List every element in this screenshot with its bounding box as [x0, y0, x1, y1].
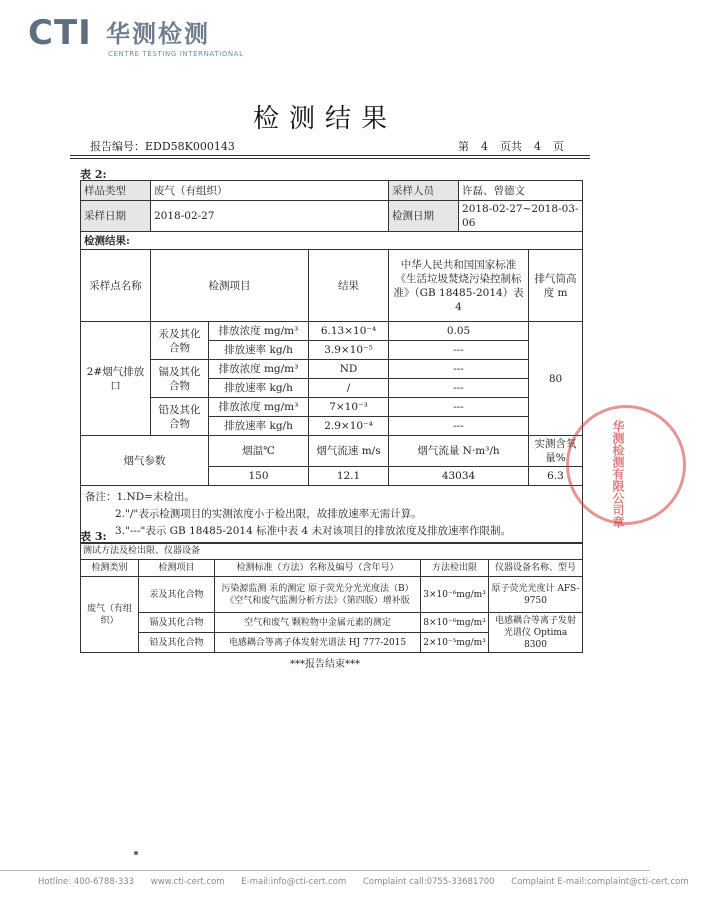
- test-date-label: 检测日期: [389, 201, 459, 232]
- flue-label: 烟气参数: [81, 436, 209, 486]
- logo-cn-name: 华测检测: [106, 20, 210, 48]
- result-cell: 3.9×10⁻⁵: [309, 341, 389, 360]
- report-number: 报告编号：EDD58K000143: [90, 140, 235, 153]
- footer-email[interactable]: E-mail:info@cti-cert.com: [241, 877, 347, 887]
- t3-item: 镉及其化合物: [139, 613, 215, 633]
- col-standard: 中华人民共和国国家标准《生活垃圾焚烧污染控制标准》（GB 18485-2014）表 4: [389, 250, 529, 322]
- flue-value: 150: [209, 467, 309, 486]
- flue-header: 烟气流量 N·m³/h: [389, 436, 529, 467]
- t3-method: 电感耦合等离子体发射光谱法 HJ 777-2015: [215, 633, 421, 653]
- logo-brand: CTI: [28, 13, 92, 53]
- t3-header: 检测项目: [139, 560, 215, 577]
- t3-item: 铅及其化合物: [139, 633, 215, 653]
- flue-value: 6.3: [529, 467, 583, 486]
- company-logo: [28, 14, 288, 64]
- scan-dot: [134, 851, 138, 855]
- footer-complaint-email[interactable]: Complaint E-mail:complaint@cti-cert.com: [511, 877, 689, 887]
- footer-hotline: Hotline: 400-6788-333: [38, 877, 135, 887]
- result-cell: 2.9×10⁻⁴: [309, 417, 389, 436]
- t3-header: 方法检出限: [421, 560, 489, 577]
- sample-date-value: 2018-02-27: [151, 201, 389, 232]
- page-indicator: 第 4 页共 4 页: [458, 140, 564, 153]
- flue-header: 烟气流速 m/s: [309, 436, 389, 467]
- company-seal: [566, 405, 686, 525]
- footer-complaint-call: Complaint call:0755-33681700: [362, 877, 495, 887]
- results-label: 检测结果:: [81, 232, 583, 250]
- t3-limit: 2×10⁻⁵mg/m³: [421, 633, 489, 653]
- t3-method: 污染源监测 汞的测定 原子荧光分光光度法（B）《空气和废气监测分析方法》（第四版）增补版: [215, 577, 421, 613]
- result-cell: ND: [309, 360, 389, 379]
- t3-item: 汞及其化合物: [139, 577, 215, 613]
- footer-rule: [0, 870, 650, 871]
- seal-text: 华测检测有限公司章: [611, 420, 625, 528]
- col-stack-height: 排气筒高度 m: [529, 250, 583, 322]
- document-title: 检测结果: [252, 104, 397, 134]
- sample-date-label: 采样日期: [81, 201, 151, 232]
- limit-cell: ---: [389, 379, 529, 398]
- sampler-label: 采样人员: [389, 181, 459, 201]
- methods-table: [80, 542, 583, 653]
- report-end-mark: ***报告结束***: [290, 659, 360, 670]
- flue-value: 12.1: [309, 467, 389, 486]
- t3-instrument: 电感耦合等离子发射光谱仪 Optima 8300: [489, 613, 583, 653]
- group-name: 汞及其化合物: [151, 322, 209, 360]
- param-cell: 排放速率 kg/h: [209, 379, 309, 398]
- result-cell: 6.13×10⁻⁴: [309, 322, 389, 341]
- note-line: 2."/"表示检测项目的实测浓度小于检出限，故排放速率无需计算。: [115, 508, 422, 520]
- t3-limit: 3×10⁻⁶mg/m³: [421, 577, 489, 613]
- limit-cell: ---: [389, 360, 529, 379]
- table2-caption: 表 2:: [80, 168, 107, 181]
- note-line: 备注：1.ND=未检出。: [85, 491, 195, 503]
- notes-cell: [81, 486, 583, 544]
- col-result: 结果: [309, 250, 389, 322]
- results-table: [80, 180, 583, 544]
- t3-limit: 8×10⁻⁶mg/m³: [421, 613, 489, 633]
- param-cell: 排放速率 kg/h: [209, 341, 309, 360]
- test-date-value: 2018-02-27~2018-03-06: [459, 201, 583, 232]
- col-point: 采样点名称: [81, 250, 151, 322]
- table3-title: 测试方法及检出限、仪器设备: [81, 543, 583, 560]
- t3-method: 空气和废气 颗粒物中金属元素的测定: [215, 613, 421, 633]
- param-cell: 排放浓度 mg/m³: [209, 360, 309, 379]
- sample-type-value: 废气（有组织）: [151, 181, 389, 201]
- point-name: 2#烟气排放口: [81, 322, 151, 436]
- t3-header: 检测类别: [81, 560, 139, 577]
- t3-header: 检测标准（方法）名称及编号（含年号）: [215, 560, 421, 577]
- footer-website[interactable]: www.cti-cert.com: [150, 877, 225, 887]
- param-cell: 排放浓度 mg/m³: [209, 398, 309, 417]
- logo-en-name: CENTRE TESTING INTERNATIONAL: [108, 50, 244, 58]
- limit-cell: ---: [389, 417, 529, 436]
- t3-category: 废气（有组织）: [81, 577, 139, 653]
- result-cell: /: [309, 379, 389, 398]
- sample-type-label: 样品类型: [81, 181, 151, 201]
- sampler-value: 许磊、曾德文: [459, 181, 583, 201]
- flue-header: 实测含氧量%: [529, 436, 583, 467]
- group-name: 镉及其化合物: [151, 360, 209, 398]
- t3-instrument: 原子荧光光度计 AFS-9750: [489, 577, 583, 613]
- stack-height-value: 80: [529, 322, 583, 436]
- col-item: 检测项目: [151, 250, 309, 322]
- t3-header: 仪器设备名称、型号: [489, 560, 583, 577]
- group-name: 铅及其化合物: [151, 398, 209, 436]
- result-cell: 7×10⁻³: [309, 398, 389, 417]
- note-line: 3."---"表示 GB 18485-2014 标准中表 4 未对该项目的排放浓度及排放速率作限制。: [115, 525, 511, 537]
- limit-cell: ---: [389, 398, 529, 417]
- param-cell: 排放速率 kg/h: [209, 417, 309, 436]
- header-rule: [70, 155, 590, 156]
- param-cell: 排放浓度 mg/m³: [209, 322, 309, 341]
- limit-cell: 0.05: [389, 322, 529, 341]
- flue-value: 43034: [389, 467, 529, 486]
- limit-cell: ---: [389, 341, 529, 360]
- footer: [38, 877, 703, 887]
- table3-caption: 表 3:: [80, 530, 107, 543]
- flue-header: 烟温℃: [209, 436, 309, 467]
- header-rule-2: [70, 158, 590, 159]
